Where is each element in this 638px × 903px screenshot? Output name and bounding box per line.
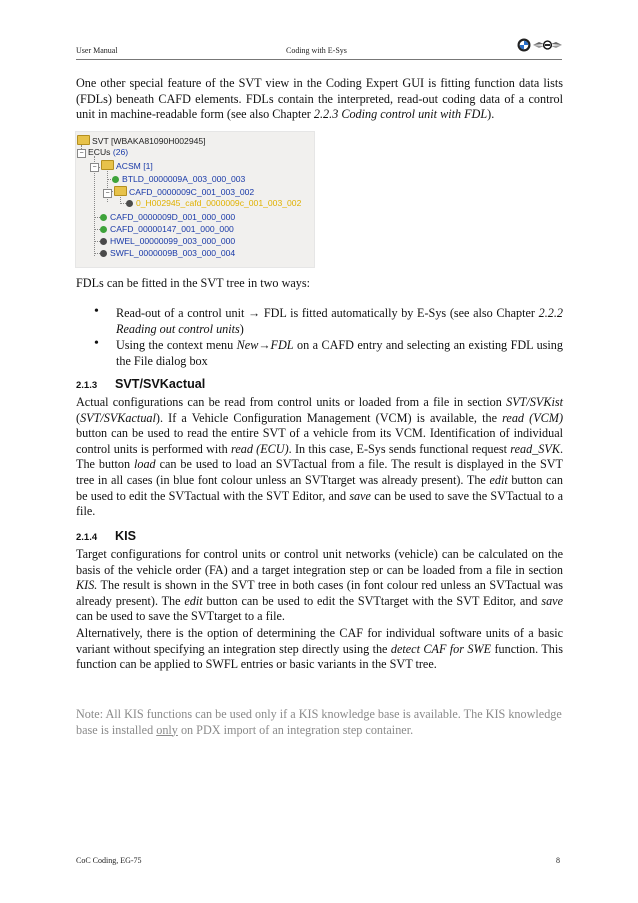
tree-node-label: ECUs [88,147,111,157]
section-2-1-4-body: Target configurations for control units or control unit networks (vehicle) can be calculated on the basis of the vehicle order (FA) and a target integration step or can be loaded from a file in section KIS. The result is shown in the SVT tree in both cases (in font colour red unless an SVTactual was already present). The edit button can be used to edit the SVTtarget with the SVT Editor, and save can be used to save the SVTtarget to a file. [76,547,563,624]
section-2-1-3-body: Actual configurations can be read from control units or loaded from a file in section SVT/SVKist (SVT/SVKactual). If a Vehicle Configuration Management (VCM) is available, the read (VCM) button can be used to read the entire SVT of a vehicle from its VCM. Identification of individual control units is performed with read (ECU). In this case, E-Sys sends functional request read_SVK. The button load can be used to load an SVTactual from a file. The result is displayed in the SVT tree in all cases (in blue font colour unless an SVTtarget was already present). The edit button can be used to edit the SVTactual with the SVT Editor, and save can be used to save the SVTactual to a file. [76,395,564,519]
header-left: User Manual [76,46,118,55]
bullet-text: Read-out of a control unit [116,306,248,320]
tree-node-acsm[interactable] [90,160,153,172]
status-dot-icon [100,250,107,257]
status-dot-icon [112,176,119,183]
footer-left: CoC Coding, EG-75 [76,856,142,865]
folder-icon [114,186,127,196]
tree-node-label: CAFD_0000009C_001_003_002 [129,187,255,197]
tree-node-label: BTLD_0000009A_003_000_003 [122,174,246,184]
status-dot-icon [100,238,107,245]
section-number: 2.1.3 [76,380,98,391]
collapse-toggle-icon[interactable]: − [77,149,86,158]
section-heading-2-1-4 [76,529,136,543]
menu-ref: New [236,338,259,352]
bullet-item-1 [116,306,563,337]
tree-node-swfl[interactable] [100,248,235,258]
menu-ref: FDL [270,338,294,352]
chapter-ref: 2.2.2 Reading out control units [116,306,564,336]
intro-text-end: ). [487,107,495,122]
intro-chapter-ref: 2.2.3 Coding control unit with FDL [313,107,488,122]
collapse-toggle-icon[interactable]: − [90,163,99,172]
bullet-text: FDL is fitted automatically by E-Sys (see also Chapter [260,306,539,320]
svt-tree-view [75,131,315,268]
section-title: KIS [115,529,136,543]
kis-note: Note: All KIS functions can be used only if a KIS knowledge base is available. The KIS knowledge base is installed only on PDX import of an integration step container. [76,707,562,737]
bullet-icon: • [94,336,99,351]
collapse-toggle-icon[interactable]: − [103,189,112,198]
tree-node-label: CAFD_00000147_001_000_000 [110,224,234,234]
arrow-right-icon: → [258,338,271,352]
tree-node-ecus[interactable] [77,147,128,158]
bullet-text: ) [239,321,244,336]
tree-node-label: SVT [WBAKA81090H002945] [92,136,206,146]
tree-node-fdl[interactable] [126,198,301,208]
status-dot-icon [100,226,107,233]
tree-node-cafd-3[interactable] [100,224,234,234]
intro-text: One other special feature of the SVT view in the Coding Expert GUI is fitting function data lists (FDLs) beneath CAFD elements. FDLs contain the interpreted, read-out coding data of a control unit in machine-readable form (see also Chapter [76,76,563,122]
section-title: SVT/SVKactual [115,377,206,391]
brand-logos [517,38,563,52]
status-dot-icon [100,214,107,221]
tree-node-count: (26) [112,147,129,157]
mini-logo-icon [533,40,562,49]
bullet-icon: • [94,304,99,319]
section-heading-2-1-3 [76,377,205,391]
tree-node-label: 0_H002945_cafd_0000009c_001_003_002 [136,198,302,208]
header-divider [76,59,562,60]
section-number: 2.1.4 [76,532,98,543]
section-2-1-4-alternative: Alternatively, there is the option of determining the CAF for individual software units of a basic variant without specifying an integration step directly using the detect CAF for SWE function. This function can be applied to SWFL entries or basic variants in the SVT tree. [76,626,563,672]
tree-node-label: CAFD_0000009D_001_000_000 [110,212,236,222]
intro-paragraph [76,76,563,123]
header-center: Coding with E-Sys [286,46,347,55]
tree-node-cafd-2[interactable] [100,212,235,222]
tree-node-cafd-1[interactable] [103,186,254,198]
tree-node-label: HWEL_00000099_003_000_000 [110,236,236,246]
bullet-item-2 [116,338,563,369]
tree-node-label: SWFL_0000009B_003_000_004 [110,248,236,258]
tree-node-svt[interactable] [77,135,206,146]
tree-node-btld[interactable] [112,174,245,184]
bmw-logo-icon [518,39,531,52]
arrow-right-icon: → [248,306,261,320]
page-number: 8 [556,856,560,865]
status-dot-icon [126,200,133,207]
folder-icon [77,135,90,145]
tree-node-hwel[interactable] [100,236,235,246]
ways-intro: FDLs can be fitted in the SVT tree in two ways: [76,276,311,290]
bullet-text: Using the context menu [116,338,237,352]
bullet-text: on a CAFD entry and selecting an existing FDL using the File dialog box [116,338,563,368]
tree-node-label: ACSM [1] [116,161,153,171]
folder-icon [101,160,114,170]
